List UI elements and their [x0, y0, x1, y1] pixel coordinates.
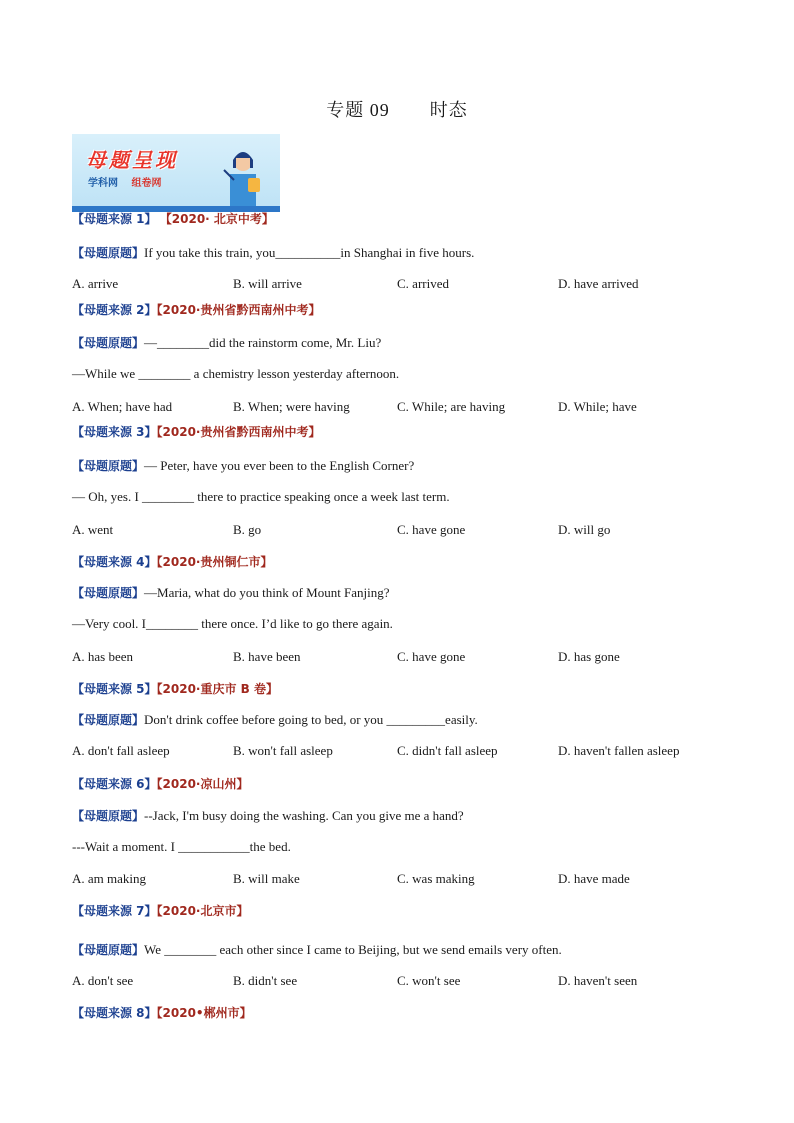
option-d[interactable]: D. has gone: [558, 649, 620, 664]
option-b[interactable]: B. have been: [233, 649, 301, 664]
option-d[interactable]: D. While; have: [558, 399, 637, 414]
source-label: 【2020· 北京中考】: [159, 212, 274, 226]
options-row: [72, 276, 772, 294]
option-c[interactable]: C. arrived: [397, 276, 449, 291]
question-tag: 【母题原题】: [72, 713, 145, 727]
question-text: ---Wait a moment. I ___________the bed.: [72, 839, 291, 854]
section-banner: [72, 134, 280, 212]
source-line: [72, 423, 321, 440]
answer-line: [72, 839, 291, 855]
option-a[interactable]: A. arrive: [72, 276, 119, 291]
source-line: [72, 301, 321, 318]
option-c[interactable]: C. didn't fall asleep: [397, 743, 498, 758]
question-tag: 【母题原题】: [72, 246, 145, 260]
banner-logos: [88, 174, 171, 189]
source-tag: 【母题来源 2】: [72, 303, 157, 317]
question-text: —Maria, what do you think of Mount Fanjing?: [144, 585, 390, 600]
source-label: 【2020·北京市】: [156, 904, 249, 918]
source-tag: 【母题来源 4】: [72, 555, 157, 569]
question-tag: 【母题原题】: [72, 809, 145, 823]
question-tag: 【母题原题】: [72, 943, 145, 957]
option-b[interactable]: B. won't fall asleep: [233, 743, 333, 758]
option-b[interactable]: B. go: [233, 522, 262, 537]
option-c[interactable]: C. was making: [397, 871, 475, 886]
source-tag: 【母题来源 1】: [72, 212, 157, 226]
question-line: [72, 711, 478, 728]
option-c[interactable]: C. While; are having: [397, 399, 506, 414]
option-a[interactable]: A. don't see: [72, 973, 134, 988]
options-row: [72, 743, 772, 761]
question-text: — Peter, have you ever been to the English Corner?: [144, 458, 415, 473]
option-d[interactable]: D. haven't fallen asleep: [558, 743, 680, 758]
source-label: 【2020·贵州铜仁市】: [156, 555, 273, 569]
answer-line: [72, 489, 450, 505]
question-line: [72, 584, 390, 601]
option-d[interactable]: D. haven't seen: [558, 973, 638, 988]
question-line: [72, 457, 414, 474]
option-a[interactable]: A. am making: [72, 871, 147, 886]
options-row: [72, 649, 772, 667]
title-topic-name: 时态: [429, 100, 468, 120]
source-label: 【2020•郴州市】: [156, 1006, 252, 1020]
banner-title: 母题呈现: [86, 148, 178, 172]
option-b[interactable]: B. When; were having: [233, 399, 350, 414]
question-text: —Very cool. I________ there once. I’d like to go there again.: [72, 616, 393, 631]
option-a[interactable]: A. don't fall asleep: [72, 743, 170, 758]
question-text: Don't drink coffee before going to bed, or you _________easily.: [144, 712, 478, 727]
answer-line: [72, 366, 399, 382]
options-row: [72, 973, 772, 991]
source-line: [72, 553, 273, 570]
source-tag: 【母题来源 7】: [72, 904, 157, 918]
source-label: 【2020·凉山州】: [156, 777, 249, 791]
options-row: [72, 871, 772, 889]
source-line: [72, 680, 278, 697]
option-c[interactable]: C. have gone: [397, 522, 466, 537]
question-text: — Oh, yes. I ________ there to practice speaking once a week last term.: [72, 489, 450, 504]
source-tag: 【母题来源 3】: [72, 425, 157, 439]
teacher-illustration-icon: [220, 140, 266, 206]
logo-zujuanwang: 组卷网: [131, 178, 162, 189]
option-a[interactable]: A. went: [72, 522, 114, 537]
option-a[interactable]: A. has been: [72, 649, 134, 664]
question-text: We ________ each other since I came to Beijing, but we send emails very often.: [144, 942, 562, 957]
option-b[interactable]: B. will arrive: [233, 276, 302, 291]
question-text: —While we ________ a chemistry lesson yesterday afternoon.: [72, 366, 400, 381]
source-label: 【2020·贵州省黔西南州中考】: [156, 303, 321, 317]
option-c[interactable]: C. won't see: [397, 973, 461, 988]
option-d[interactable]: D. have made: [558, 871, 630, 886]
title-topic-number: 专题 09: [326, 100, 390, 120]
option-c[interactable]: C. have gone: [397, 649, 466, 664]
question-text: If you take this train, you__________in Shanghai in five hours.: [144, 245, 475, 260]
question-line: [72, 244, 474, 261]
question-line: [72, 334, 381, 351]
question-tag: 【母题原题】: [72, 459, 145, 473]
page-title: [0, 96, 794, 122]
source-line: [72, 775, 249, 792]
answer-line: [72, 616, 393, 632]
source-tag: 【母题来源 6】: [72, 777, 157, 791]
source-tag: 【母题来源 8】: [72, 1006, 157, 1020]
option-d[interactable]: D. have arrived: [558, 276, 639, 291]
source-line: [72, 1004, 252, 1021]
options-row: [72, 522, 772, 540]
question-tag: 【母题原题】: [72, 336, 145, 350]
source-label: 【2020·贵州省黔西南州中考】: [156, 425, 321, 439]
option-b[interactable]: B. will make: [233, 871, 300, 886]
source-tag: 【母题来源 5】: [72, 682, 157, 696]
option-a[interactable]: A. When; have had: [72, 399, 173, 414]
question-line: [72, 807, 464, 824]
logo-xuekewang: 学科网: [88, 178, 118, 189]
source-line: [72, 210, 274, 227]
question-text: —________did the rainstorm come, Mr. Liu?: [144, 335, 382, 350]
question-text: --Jack, I'm busy doing the washing. Can you give me a hand?: [144, 808, 464, 823]
option-b[interactable]: B. didn't see: [233, 973, 298, 988]
options-row: [72, 399, 772, 417]
source-line: [72, 902, 249, 919]
source-label: 【2020·重庆市 B 卷】: [156, 682, 278, 696]
question-tag: 【母题原题】: [72, 586, 145, 600]
option-d[interactable]: D. will go: [558, 522, 611, 537]
question-line: [72, 941, 562, 958]
